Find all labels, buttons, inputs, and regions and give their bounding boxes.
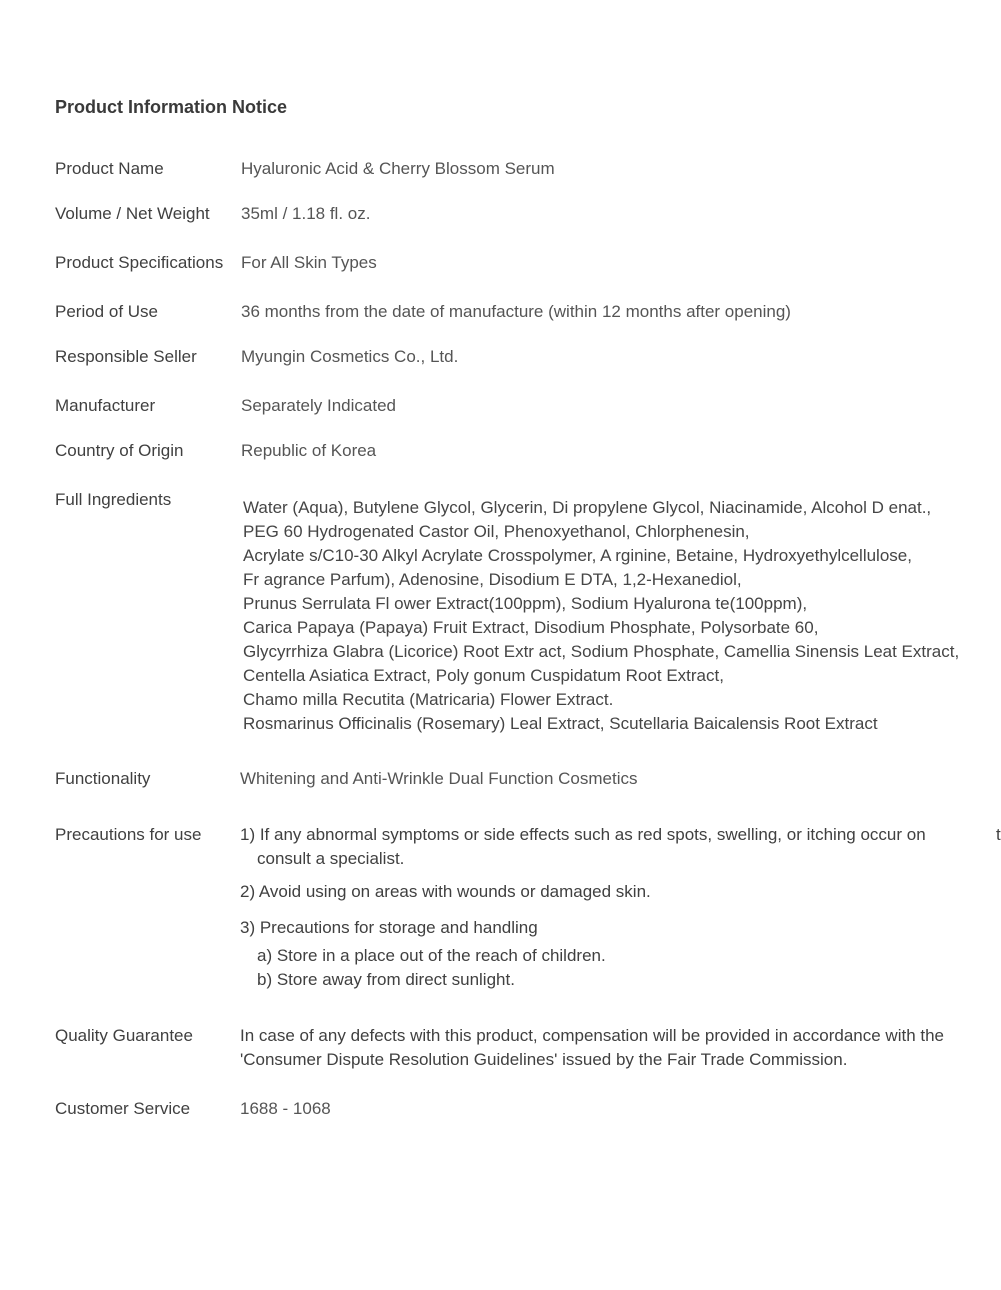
value-period-of-use: 36 months from the date of manufacture (within 12 months after opening) [241,302,791,321]
precaution-item-1-overflow: t [996,825,1001,844]
page-title: Product Information Notice [55,97,288,117]
ingredients-line: Prunus Serrulata Fl ower Extract(100ppm), Sodium Hyalurona te(100ppm), [243,594,808,613]
ingredients-line: PEG 60 Hydrogenated Castor Oil, Phenoxyethanol, Chlorphenesin, [243,522,750,541]
label-specifications: Product Specifications [55,253,224,272]
ingredients-line: Rosmarinus Officinalis (Rosemary) Leal Extract, Scutellaria Baicalensis Root Extract [243,714,878,733]
label-functionality: Functionality [55,769,151,788]
value-quality-guarantee-line1: In case of any defects with this product, compensation will be provided in accordance with the [240,1026,944,1045]
label-responsible-seller: Responsible Seller [55,347,197,366]
ingredients-line: Glycyrrhiza Glabra (Licorice) Root Extr act, Sodium Phosphate, Camellia Sinensis Leat Extract, [243,642,960,661]
precaution-item-1: 1) If any abnormal symptoms or side effects such as red spots, swelling, or itching occur on [240,825,926,844]
label-volume: Volume / Net Weight [55,204,210,223]
ingredients-line: Chamo milla Recutita (Matricaria) Flower Extract. [243,690,614,709]
ingredients-line: Carica Papaya (Papaya) Fruit Extract, Disodium Phosphate, Polysorbate 60, [243,618,819,637]
precaution-item-3: 3) Precautions for storage and handling [240,918,538,937]
label-customer-service: Customer Service [55,1099,191,1118]
value-specifications: For All Skin Types [241,253,377,272]
ingredients-line: Water (Aqua), Butylene Glycol, Glycerin, Di propylene Glycol, Niacinamide, Alcohol D enat., [243,498,932,517]
value-functionality: Whitening and Anti-Wrinkle Dual Function Cosmetics [240,769,638,788]
value-responsible-seller: Myungin Cosmetics Co., Ltd. [241,347,459,366]
label-country-of-origin: Country of Origin [55,441,184,460]
ingredients-line: Acrylate s/C10-30 Alkyl Acrylate Crosspolymer, A rginine, Betaine, Hydroxyethylcellulose, [243,546,912,565]
value-customer-service: 1688 - 1068 [240,1099,331,1118]
ingredients-line: Centella Asiatica Extract, Poly gonum Cuspidatum Root Extract, [243,666,724,685]
label-product-name: Product Name [55,159,164,178]
label-quality-guarantee: Quality Guarantee [55,1026,193,1045]
label-period-of-use: Period of Use [55,302,158,321]
value-manufacturer: Separately Indicated [241,396,396,415]
precaution-item-2: 2) Avoid using on areas with wounds or damaged skin. [240,882,651,901]
label-precautions: Precautions for use [55,825,202,844]
precaution-item-3b: b) Store away from direct sunlight. [257,970,515,989]
value-country-of-origin: Republic of Korea [241,441,377,460]
precaution-item-1-continued: consult a specialist. [257,849,405,868]
value-quality-guarantee-line2: 'Consumer Dispute Resolution Guidelines' issued by the Fair Trade Commission. [240,1050,848,1069]
label-full-ingredients: Full Ingredients [55,490,172,509]
ingredients-line: Fr agrance Parfum), Adenosine, Disodium E DTA, 1,2-Hexanediol, [243,570,742,589]
precaution-item-3a: a) Store in a place out of the reach of children. [257,946,606,965]
value-product-name: Hyaluronic Acid & Cherry Blossom Serum [241,159,555,178]
value-volume: 35ml / 1.18 fl. oz. [241,204,371,223]
label-manufacturer: Manufacturer [55,396,156,415]
